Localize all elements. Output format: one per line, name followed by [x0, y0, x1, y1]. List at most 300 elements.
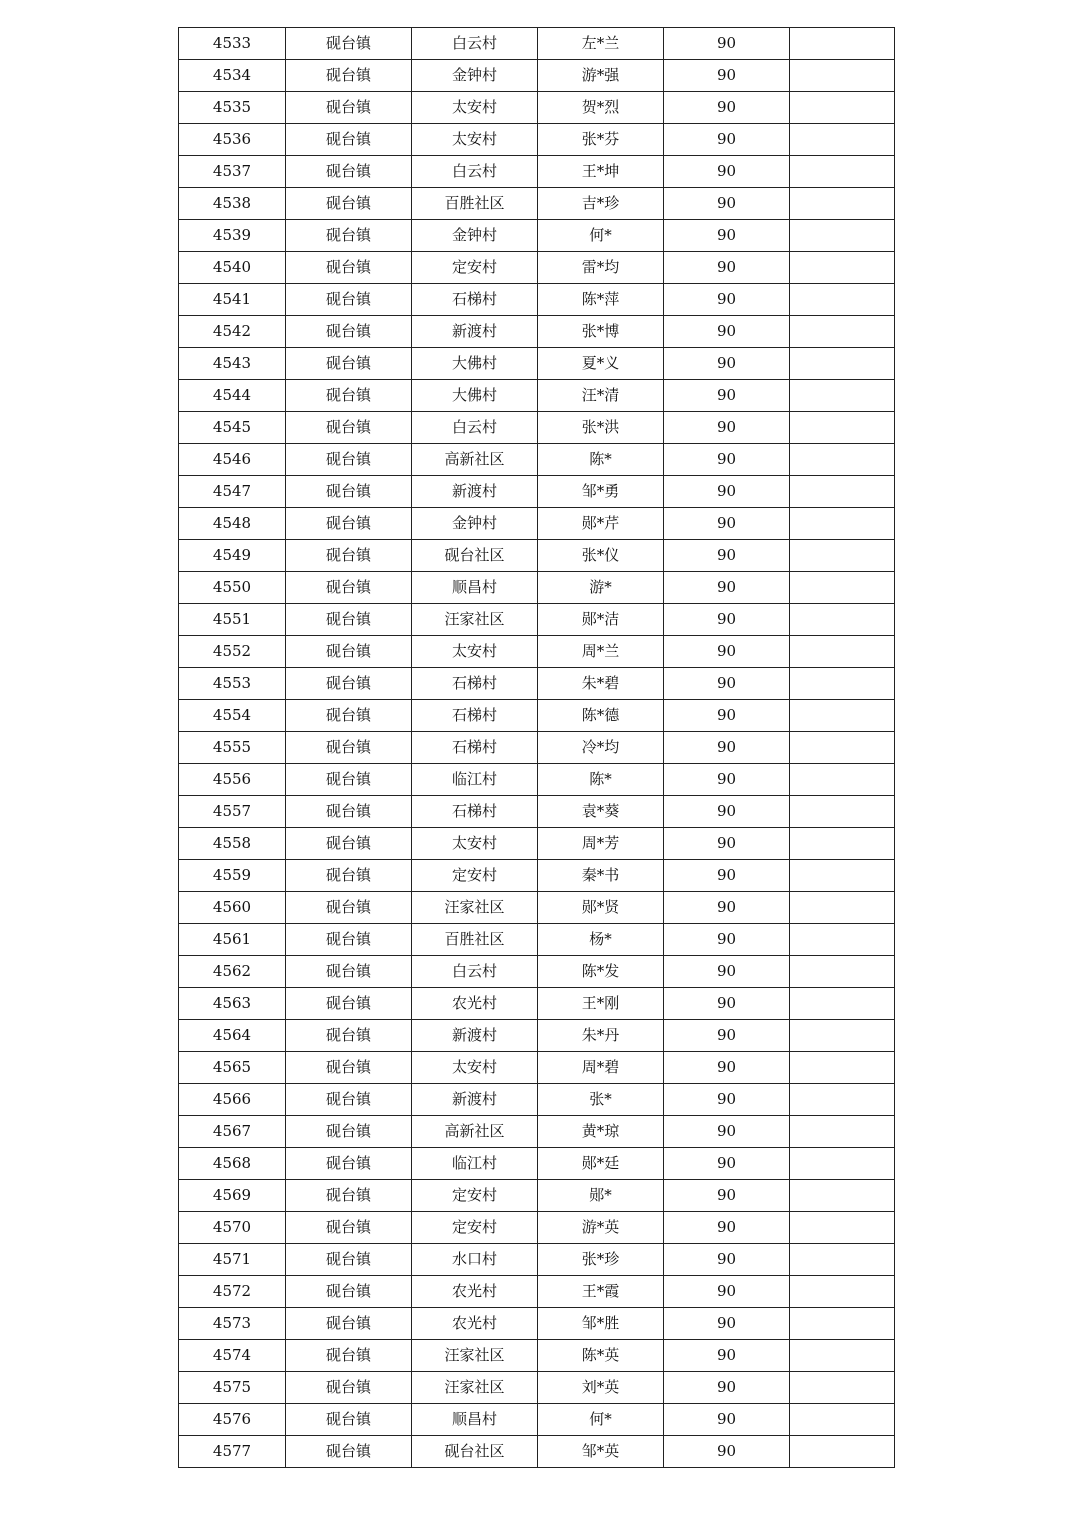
village-cell: 石梯村	[412, 796, 538, 828]
village-cell: 太安村	[412, 828, 538, 860]
town-cell: 砚台镇	[286, 1244, 412, 1276]
name-cell: 周*碧	[538, 1052, 664, 1084]
table-row	[179, 828, 895, 860]
village-cell: 临江村	[412, 1148, 538, 1180]
village-cell: 定安村	[412, 252, 538, 284]
village-cell: 太安村	[412, 1052, 538, 1084]
amount-cell: 90	[664, 444, 790, 476]
note-cell	[790, 252, 895, 284]
name-cell: 游*英	[538, 1212, 664, 1244]
name-cell: 朱*丹	[538, 1020, 664, 1052]
note-cell	[790, 412, 895, 444]
table-row	[179, 252, 895, 284]
table-row	[179, 156, 895, 188]
town-cell: 砚台镇	[286, 348, 412, 380]
amount-cell: 90	[664, 188, 790, 220]
name-cell: 周*兰	[538, 636, 664, 668]
village-cell: 砚台社区	[412, 1436, 538, 1468]
amount-cell: 90	[664, 1308, 790, 1340]
serial-cell: 4576	[179, 1404, 286, 1436]
town-cell: 砚台镇	[286, 860, 412, 892]
town-cell: 砚台镇	[286, 540, 412, 572]
amount-cell: 90	[664, 316, 790, 348]
note-cell	[790, 604, 895, 636]
amount-cell: 90	[664, 1372, 790, 1404]
village-cell: 白云村	[412, 956, 538, 988]
serial-cell: 4533	[179, 28, 286, 60]
name-cell: 张*芬	[538, 124, 664, 156]
village-cell: 新渡村	[412, 1084, 538, 1116]
town-cell: 砚台镇	[286, 1308, 412, 1340]
village-cell: 高新社区	[412, 444, 538, 476]
town-cell: 砚台镇	[286, 124, 412, 156]
table-row	[179, 700, 895, 732]
note-cell	[790, 444, 895, 476]
village-cell: 百胜社区	[412, 924, 538, 956]
table-row	[179, 1052, 895, 1084]
amount-cell: 90	[664, 988, 790, 1020]
town-cell: 砚台镇	[286, 796, 412, 828]
amount-cell: 90	[664, 412, 790, 444]
village-cell: 农光村	[412, 1276, 538, 1308]
note-cell	[790, 860, 895, 892]
village-cell: 石梯村	[412, 284, 538, 316]
table-row	[179, 636, 895, 668]
table-row	[179, 764, 895, 796]
note-cell	[790, 188, 895, 220]
name-cell: 郧*廷	[538, 1148, 664, 1180]
village-cell: 白云村	[412, 156, 538, 188]
serial-cell: 4569	[179, 1180, 286, 1212]
table-row	[179, 124, 895, 156]
name-cell: 王*坤	[538, 156, 664, 188]
table-row	[179, 1340, 895, 1372]
serial-cell: 4559	[179, 860, 286, 892]
serial-cell: 4571	[179, 1244, 286, 1276]
table-row	[179, 988, 895, 1020]
serial-cell: 4546	[179, 444, 286, 476]
name-cell: 郧*洁	[538, 604, 664, 636]
serial-cell: 4544	[179, 380, 286, 412]
serial-cell: 4536	[179, 124, 286, 156]
serial-cell: 4563	[179, 988, 286, 1020]
name-cell: 秦*书	[538, 860, 664, 892]
village-cell: 定安村	[412, 1180, 538, 1212]
amount-cell: 90	[664, 92, 790, 124]
town-cell: 砚台镇	[286, 156, 412, 188]
serial-cell: 4575	[179, 1372, 286, 1404]
village-cell: 定安村	[412, 860, 538, 892]
name-cell: 朱*碧	[538, 668, 664, 700]
serial-cell: 4548	[179, 508, 286, 540]
table-row	[179, 668, 895, 700]
amount-cell: 90	[664, 700, 790, 732]
amount-cell: 90	[664, 60, 790, 92]
town-cell: 砚台镇	[286, 1148, 412, 1180]
amount-cell: 90	[664, 348, 790, 380]
record-sheet	[178, 27, 894, 1468]
table-row	[179, 284, 895, 316]
serial-cell: 4553	[179, 668, 286, 700]
village-cell: 汪家社区	[412, 604, 538, 636]
amount-cell: 90	[664, 476, 790, 508]
amount-cell: 90	[664, 636, 790, 668]
serial-cell: 4534	[179, 60, 286, 92]
name-cell: 陈*	[538, 764, 664, 796]
town-cell: 砚台镇	[286, 60, 412, 92]
amount-cell: 90	[664, 764, 790, 796]
amount-cell: 90	[664, 1436, 790, 1468]
note-cell	[790, 220, 895, 252]
amount-cell: 90	[664, 124, 790, 156]
name-cell: 陈*发	[538, 956, 664, 988]
village-cell: 农光村	[412, 1308, 538, 1340]
note-cell	[790, 732, 895, 764]
name-cell: 游*	[538, 572, 664, 604]
serial-cell: 4573	[179, 1308, 286, 1340]
town-cell: 砚台镇	[286, 188, 412, 220]
amount-cell: 90	[664, 1020, 790, 1052]
note-cell	[790, 28, 895, 60]
amount-cell: 90	[664, 1116, 790, 1148]
serial-cell: 4560	[179, 892, 286, 924]
name-cell: 左*兰	[538, 28, 664, 60]
amount-cell: 90	[664, 1148, 790, 1180]
town-cell: 砚台镇	[286, 1116, 412, 1148]
village-cell: 太安村	[412, 92, 538, 124]
table-row	[179, 1372, 895, 1404]
name-cell: 雷*均	[538, 252, 664, 284]
serial-cell: 4552	[179, 636, 286, 668]
table-row	[179, 316, 895, 348]
serial-cell: 4557	[179, 796, 286, 828]
amount-cell: 90	[664, 1340, 790, 1372]
name-cell: 张*珍	[538, 1244, 664, 1276]
town-cell: 砚台镇	[286, 636, 412, 668]
serial-cell: 4543	[179, 348, 286, 380]
town-cell: 砚台镇	[286, 988, 412, 1020]
town-cell: 砚台镇	[286, 28, 412, 60]
serial-cell: 4547	[179, 476, 286, 508]
town-cell: 砚台镇	[286, 316, 412, 348]
note-cell	[790, 1052, 895, 1084]
amount-cell: 90	[664, 796, 790, 828]
village-cell: 高新社区	[412, 1116, 538, 1148]
village-cell: 石梯村	[412, 700, 538, 732]
amount-cell: 90	[664, 668, 790, 700]
note-cell	[790, 572, 895, 604]
note-cell	[790, 764, 895, 796]
note-cell	[790, 540, 895, 572]
name-cell: 陈*英	[538, 1340, 664, 1372]
table-row	[179, 28, 895, 60]
village-cell: 大佛村	[412, 348, 538, 380]
town-cell: 砚台镇	[286, 92, 412, 124]
table-row	[179, 1244, 895, 1276]
town-cell: 砚台镇	[286, 1436, 412, 1468]
note-cell	[790, 1340, 895, 1372]
name-cell: 袁*葵	[538, 796, 664, 828]
note-cell	[790, 1148, 895, 1180]
serial-cell: 4551	[179, 604, 286, 636]
amount-cell: 90	[664, 1276, 790, 1308]
table-row	[179, 1212, 895, 1244]
town-cell: 砚台镇	[286, 828, 412, 860]
amount-cell: 90	[664, 956, 790, 988]
serial-cell: 4541	[179, 284, 286, 316]
name-cell: 邹*英	[538, 1436, 664, 1468]
note-cell	[790, 924, 895, 956]
town-cell: 砚台镇	[286, 252, 412, 284]
name-cell: 陈*德	[538, 700, 664, 732]
table-row	[179, 1148, 895, 1180]
serial-cell: 4542	[179, 316, 286, 348]
town-cell: 砚台镇	[286, 1020, 412, 1052]
amount-cell: 90	[664, 732, 790, 764]
amount-cell: 90	[664, 1084, 790, 1116]
amount-cell: 90	[664, 540, 790, 572]
town-cell: 砚台镇	[286, 476, 412, 508]
village-cell: 石梯村	[412, 732, 538, 764]
serial-cell: 4545	[179, 412, 286, 444]
name-cell: 张*仪	[538, 540, 664, 572]
name-cell: 周*芳	[538, 828, 664, 860]
table-row	[179, 892, 895, 924]
table-row	[179, 1436, 895, 1468]
table-row	[179, 412, 895, 444]
note-cell	[790, 700, 895, 732]
amount-cell: 90	[664, 1244, 790, 1276]
town-cell: 砚台镇	[286, 1052, 412, 1084]
note-cell	[790, 380, 895, 412]
serial-cell: 4554	[179, 700, 286, 732]
town-cell: 砚台镇	[286, 1276, 412, 1308]
note-cell	[790, 348, 895, 380]
village-cell: 水口村	[412, 1244, 538, 1276]
amount-cell: 90	[664, 572, 790, 604]
table-row	[179, 924, 895, 956]
table-row	[179, 1308, 895, 1340]
amount-cell: 90	[664, 380, 790, 412]
town-cell: 砚台镇	[286, 444, 412, 476]
amount-cell: 90	[664, 604, 790, 636]
town-cell: 砚台镇	[286, 1180, 412, 1212]
serial-cell: 4566	[179, 1084, 286, 1116]
amount-cell: 90	[664, 1404, 790, 1436]
table-row	[179, 956, 895, 988]
village-cell: 汪家社区	[412, 1372, 538, 1404]
table-row	[179, 732, 895, 764]
village-cell: 顺昌村	[412, 1404, 538, 1436]
note-cell	[790, 124, 895, 156]
name-cell: 王*霞	[538, 1276, 664, 1308]
name-cell: 贺*烈	[538, 92, 664, 124]
table-row	[179, 60, 895, 92]
serial-cell: 4549	[179, 540, 286, 572]
table-row	[179, 1404, 895, 1436]
amount-cell: 90	[664, 1180, 790, 1212]
records-table-body	[179, 28, 895, 1468]
amount-cell: 90	[664, 828, 790, 860]
village-cell: 新渡村	[412, 316, 538, 348]
serial-cell: 4570	[179, 1212, 286, 1244]
village-cell: 大佛村	[412, 380, 538, 412]
town-cell: 砚台镇	[286, 604, 412, 636]
name-cell: 黄*琼	[538, 1116, 664, 1148]
name-cell: 何*	[538, 1404, 664, 1436]
note-cell	[790, 1084, 895, 1116]
town-cell: 砚台镇	[286, 284, 412, 316]
name-cell: 陈*	[538, 444, 664, 476]
serial-cell: 4567	[179, 1116, 286, 1148]
serial-cell: 4561	[179, 924, 286, 956]
serial-cell: 4540	[179, 252, 286, 284]
village-cell: 金钟村	[412, 220, 538, 252]
name-cell: 郧*贤	[538, 892, 664, 924]
table-row	[179, 92, 895, 124]
table-row	[179, 860, 895, 892]
village-cell: 新渡村	[412, 476, 538, 508]
name-cell: 夏*义	[538, 348, 664, 380]
note-cell	[790, 1116, 895, 1148]
serial-cell: 4558	[179, 828, 286, 860]
serial-cell: 4550	[179, 572, 286, 604]
note-cell	[790, 92, 895, 124]
note-cell	[790, 508, 895, 540]
town-cell: 砚台镇	[286, 924, 412, 956]
name-cell: 刘*英	[538, 1372, 664, 1404]
village-cell: 新渡村	[412, 1020, 538, 1052]
note-cell	[790, 1436, 895, 1468]
village-cell: 太安村	[412, 636, 538, 668]
name-cell: 冷*均	[538, 732, 664, 764]
table-row	[179, 572, 895, 604]
name-cell: 张*洪	[538, 412, 664, 444]
note-cell	[790, 796, 895, 828]
table-row	[179, 540, 895, 572]
amount-cell: 90	[664, 28, 790, 60]
note-cell	[790, 988, 895, 1020]
town-cell: 砚台镇	[286, 764, 412, 796]
town-cell: 砚台镇	[286, 572, 412, 604]
amount-cell: 90	[664, 1052, 790, 1084]
name-cell: 邹*勇	[538, 476, 664, 508]
note-cell	[790, 668, 895, 700]
village-cell: 白云村	[412, 28, 538, 60]
table-row	[179, 380, 895, 412]
serial-cell: 4577	[179, 1436, 286, 1468]
village-cell: 太安村	[412, 124, 538, 156]
table-row	[179, 1020, 895, 1052]
town-cell: 砚台镇	[286, 1212, 412, 1244]
serial-cell: 4568	[179, 1148, 286, 1180]
serial-cell: 4565	[179, 1052, 286, 1084]
note-cell	[790, 828, 895, 860]
name-cell: 张*	[538, 1084, 664, 1116]
village-cell: 白云村	[412, 412, 538, 444]
note-cell	[790, 636, 895, 668]
note-cell	[790, 1276, 895, 1308]
note-cell	[790, 1308, 895, 1340]
note-cell	[790, 892, 895, 924]
serial-cell: 4537	[179, 156, 286, 188]
serial-cell: 4556	[179, 764, 286, 796]
table-row	[179, 348, 895, 380]
table-row	[179, 796, 895, 828]
name-cell: 杨*	[538, 924, 664, 956]
amount-cell: 90	[664, 1212, 790, 1244]
town-cell: 砚台镇	[286, 412, 412, 444]
note-cell	[790, 476, 895, 508]
village-cell: 百胜社区	[412, 188, 538, 220]
name-cell: 陈*萍	[538, 284, 664, 316]
note-cell	[790, 1372, 895, 1404]
table-row	[179, 604, 895, 636]
town-cell: 砚台镇	[286, 700, 412, 732]
village-cell: 汪家社区	[412, 1340, 538, 1372]
town-cell: 砚台镇	[286, 892, 412, 924]
name-cell: 何*	[538, 220, 664, 252]
note-cell	[790, 60, 895, 92]
village-cell: 金钟村	[412, 508, 538, 540]
table-row	[179, 508, 895, 540]
name-cell: 郧*	[538, 1180, 664, 1212]
town-cell: 砚台镇	[286, 956, 412, 988]
note-cell	[790, 956, 895, 988]
serial-cell: 4555	[179, 732, 286, 764]
village-cell: 砚台社区	[412, 540, 538, 572]
village-cell: 石梯村	[412, 668, 538, 700]
note-cell	[790, 1404, 895, 1436]
village-cell: 农光村	[412, 988, 538, 1020]
note-cell	[790, 1212, 895, 1244]
name-cell: 郧*芹	[538, 508, 664, 540]
village-cell: 顺昌村	[412, 572, 538, 604]
amount-cell: 90	[664, 508, 790, 540]
town-cell: 砚台镇	[286, 1340, 412, 1372]
serial-cell: 4572	[179, 1276, 286, 1308]
table-row	[179, 444, 895, 476]
town-cell: 砚台镇	[286, 380, 412, 412]
serial-cell: 4539	[179, 220, 286, 252]
serial-cell: 4535	[179, 92, 286, 124]
note-cell	[790, 1180, 895, 1212]
town-cell: 砚台镇	[286, 1084, 412, 1116]
village-cell: 汪家社区	[412, 892, 538, 924]
village-cell: 临江村	[412, 764, 538, 796]
table-row	[179, 220, 895, 252]
table-row	[179, 476, 895, 508]
town-cell: 砚台镇	[286, 1372, 412, 1404]
table-row	[179, 1084, 895, 1116]
name-cell: 游*强	[538, 60, 664, 92]
table-row	[179, 1180, 895, 1212]
name-cell: 吉*珍	[538, 188, 664, 220]
village-cell: 金钟村	[412, 60, 538, 92]
town-cell: 砚台镇	[286, 220, 412, 252]
table-row	[179, 1116, 895, 1148]
note-cell	[790, 1020, 895, 1052]
note-cell	[790, 316, 895, 348]
amount-cell: 90	[664, 220, 790, 252]
name-cell: 邹*胜	[538, 1308, 664, 1340]
town-cell: 砚台镇	[286, 732, 412, 764]
note-cell	[790, 1244, 895, 1276]
name-cell: 汪*清	[538, 380, 664, 412]
village-cell: 定安村	[412, 1212, 538, 1244]
records-table	[178, 27, 895, 1468]
table-row	[179, 188, 895, 220]
